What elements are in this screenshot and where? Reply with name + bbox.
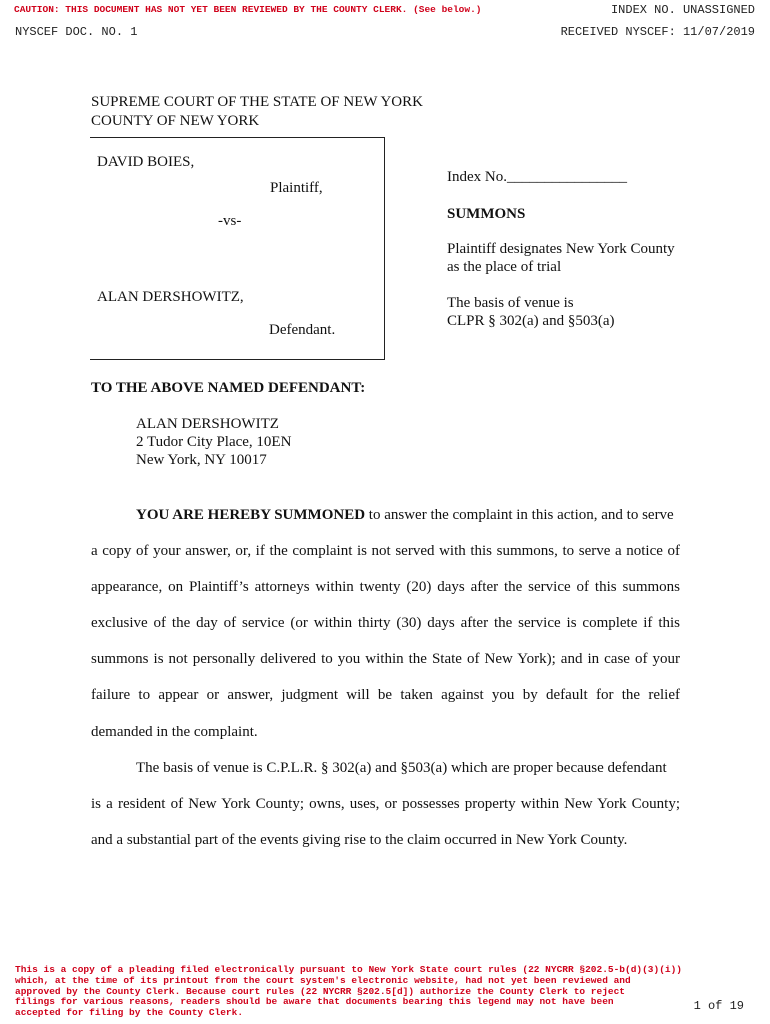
venue-paragraph-line-1: The basis of venue is C.P.L.R. § 302(a) and §503(a) which are proper because defendant	[136, 760, 667, 776]
venue-line-1: The basis of venue is	[447, 295, 574, 311]
summons-title: SUMMONS	[447, 206, 526, 222]
summoned-lead-rest: to answer the complaint in this action, and to serve	[365, 507, 674, 523]
plaintiff-role: Plaintiff,	[270, 180, 323, 196]
addressee-name: ALAN DERSHOWITZ	[136, 416, 279, 432]
court-county: COUNTY OF NEW YORK	[91, 113, 260, 129]
versus-label: -vs-	[218, 213, 242, 229]
received-date: RECEIVED NYSCEF: 11/07/2019	[560, 25, 755, 39]
summons-paragraph-line-3: appearance, on Plaintiff’s attorneys within twenty (20) days after the service of this summons	[91, 579, 680, 595]
defendant-name: ALAN DERSHOWITZ,	[97, 289, 244, 305]
nyscef-doc-number: NYSCEF DOC. NO. 1	[15, 25, 138, 39]
addressee-city: New York, NY 10017	[136, 452, 267, 468]
venue-paragraph-line-2: is a resident of New York County; owns, uses, or possesses property within New York County;	[91, 796, 680, 812]
venue-line-2: CLPR § 302(a) and §503(a)	[447, 313, 615, 329]
caution-banner: CAUTION: THIS DOCUMENT HAS NOT YET BEEN REVIEWED BY THE COUNTY CLERK. (See below.)	[14, 4, 482, 15]
summons-paragraph-line-4: exclusive of the day of service (or within thirty (30) days after the service is complete if this	[91, 615, 680, 631]
index-number: INDEX NO. UNASSIGNED	[610, 3, 755, 17]
defendant-role: Defendant.	[269, 322, 336, 338]
designation-line-1: Plaintiff designates New York County	[447, 241, 675, 257]
summons-paragraph-line-2: a copy of your answer, or, if the complaint is not served with this summons, to serve a notice of	[91, 543, 680, 559]
summons-paragraph-line-1	[136, 507, 674, 524]
summons-paragraph-line-7: demanded in the complaint.	[91, 724, 258, 740]
venue-paragraph-line-3: and a substantial part of the events giving rise to the claim occurred in New York County.	[91, 832, 628, 848]
filing-notice: This is a copy of a pleading filed electronically pursuant to New York State court rules (22 NYCRR §202.5-b(d)(3)(i)) which, at the time of its printout from the court system's electronic website, had not yet been reviewed and approved by the County Clerk. Because court rules (22 NYCRR §202.5[d]) authorize the County Clerk to reject filings for various reasons, readers should be aware that documents bearing this legend may not have been accepted for filing by the County Clerk.	[15, 964, 683, 1019]
summons-paragraph-line-6: failure to appear or answer, judgment will be taken against you by default for the relief	[91, 687, 680, 703]
index-no-field: Index No.________________	[447, 169, 627, 185]
page-number: 1 of 19	[693, 999, 744, 1013]
summoned-lead: YOU ARE HEREBY SUMMONED	[136, 507, 366, 523]
summons-paragraph-line-5: summons is not personally delivered to you within the State of New York); and in case of your	[91, 651, 680, 667]
court-name: SUPREME COURT OF THE STATE OF NEW YORK	[91, 94, 423, 110]
addressee-street: 2 Tudor City Place, 10EN	[136, 434, 292, 450]
plaintiff-name: DAVID BOIES,	[97, 154, 195, 170]
designation-line-2: as the place of trial	[447, 259, 562, 275]
addressee-heading: TO THE ABOVE NAMED DEFENDANT:	[91, 380, 366, 396]
